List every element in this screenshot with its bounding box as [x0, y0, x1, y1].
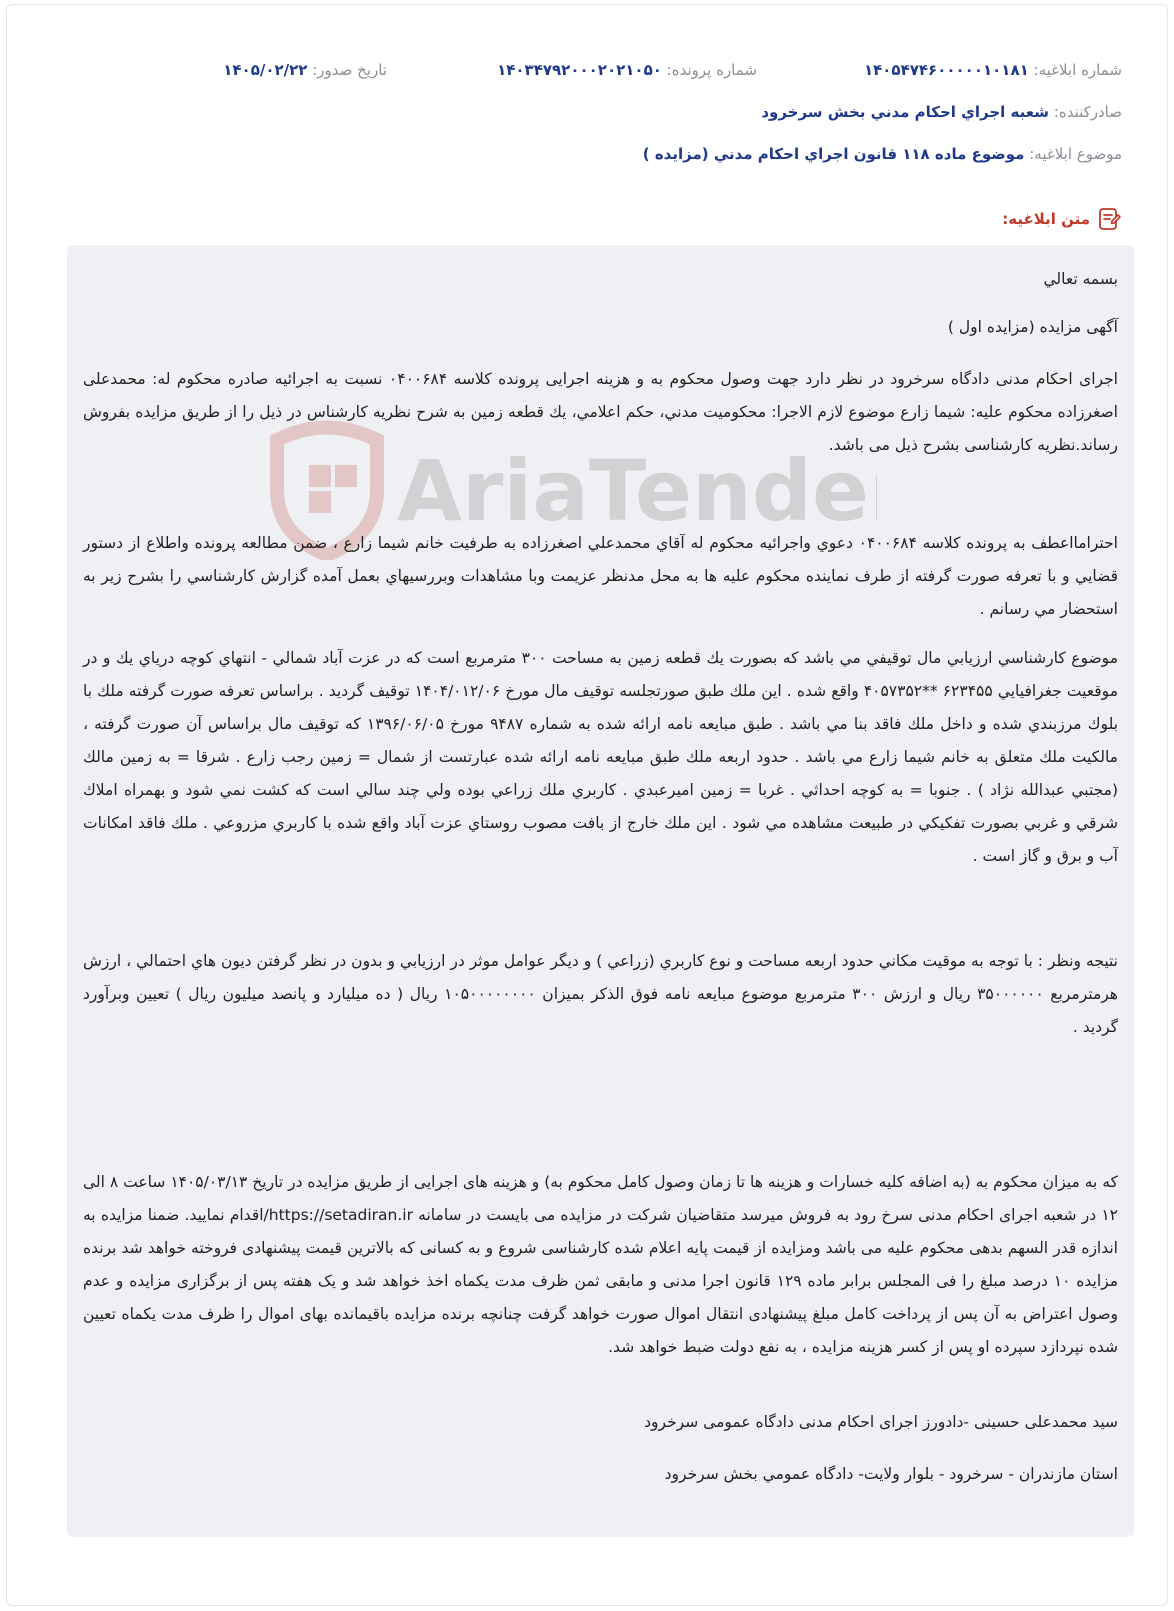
notice-number: [864, 61, 1122, 79]
file-number: [497, 61, 757, 79]
auction-paragraph: که به میزان محکوم به (به اضافه کلیه خسارات و هزینه ها تا زمان وصول کامل محکوم به) و هزینه های اجرایی از طریق مزایده در تاریخ ۱۴۰۵/۰۳/۱۳ ساعت ۸ الی ۱۲ در شعبه اجرای احکام مدنی سرخ رود به فروش میرسد متقاضیان شرکت در مزایده می بایست در سامانه https://setadiran.ir/اقدام نمایید. ضمنا مزایده به اندازه قدر السهم بدهی محکوم علیه می باشد ومزایده از قیمت پایه اعلام شده کارشناسی شروع و به کسانی که بالاترین قیمت پیشنهادی فروخته خواهد شد برنده مزایده ۱۰ درصد مبلغ را فی المجلس برابر ماده ۱۲۹ قانون اجرا مدنی و مابقی ثمن ظرف مدت یکماه اخذ خواهد شد و یک هفته پس از برگزاری مزایده و عدم وصول اعتراض به آن پس از پرداخت کامل مبلغ پیشنهادی انتقال اموال صورت خواهد گرفت چنانچه برنده مزایده باقیمانده بهای اموال را ظرف مدت یکماه تعیین شده نپردازد سپرده او پس از کسر هزینه مزایده ، به نفع دولت ضبط خواهد شد.: [83, 1173, 1119, 1356]
issuer-value: شعبه اجراي احكام مدني بخش سرخرود: [761, 103, 1049, 121]
intro-paragraph: اجرای احکام مدنی دادگاه سرخرود در نظر دارد جهت وصول محکوم به و هزینه اجرایی پرونده کلاسه ۰۴۰۰۶۸۴ نسبت به اجرائیه صادره محکوم له: محمدعلی اصغرزاده محکوم علیه: شیما زارع موضوع لازم الاجرا: محکوميت مدني، حکم اعلامي، يك قطعه زمين به شرح نظریه کارشناس در ذیل را از طریق مزایده بفروش رساند.نظریه کارشناسی بشرح ذیل می باشد.: [83, 370, 1118, 454]
issue-date-value: ۱۴۰۵/۰۲/۲۲: [223, 61, 308, 79]
header-row: [52, 61, 1122, 85]
notice-card: [6, 4, 1168, 1606]
notice-body: [67, 245, 1134, 1537]
issue-date: [223, 61, 387, 79]
document-note-icon: [1096, 206, 1122, 232]
subject: [643, 145, 1122, 163]
section-title-text: متن ابلاغيه:: [1002, 210, 1090, 228]
file-number-label: شماره پرونده:: [666, 61, 757, 79]
issue-date-label: تاريخ صدور:: [312, 61, 387, 79]
notice-number-value: ۱۴۰۵۴۷۴۶۰۰۰۰۰۱۰۱۸۱: [863, 61, 1029, 79]
expert-paragraph-1: احترامااعطف به پرونده كلاسه ۰۴۰۰۶۸۴ دعوي واجرائيه محكوم له آقاي محمدعلي اصغرزاده به طرفيت خانم شيما زارع ، ضمن مطالعه پرونده واطلاع از دستور قضايي و با تعرفه صورت گرفته از طرف نماينده محكوم عليه ها به محل مدنظر عزيمت وبا مشاهدات وبررسيهاي بعمل آمده گزارش كارشناسي را بشرح زير به استحضار مي رسانم .: [83, 534, 1118, 618]
watermark-text: AriaTende: [397, 442, 869, 540]
subject-label: موضوع ابلاغيه:: [1029, 145, 1122, 163]
file-number-value: ۱۴۰۳۴۷۹۲۰۰۰۲۰۲۱۰۵۰: [497, 61, 662, 79]
signature-line: سید محمدعلی حسینی -دادورز اجرای احکام مدنی دادگاه عمومی سرخرود: [644, 1413, 1118, 1431]
notice-number-label: شماره ابلاغيه:: [1033, 61, 1122, 79]
issuer: [761, 103, 1122, 121]
issuer-label: صادرکننده:: [1053, 103, 1122, 121]
subject-row: [52, 145, 1122, 169]
result-paragraph: نتيجه ونظر : با توجه به موقيت مكاني حدود اربعه مساحت و نوع كاربري (زراعي ) و ديگر عوامل موثر در ارزيابي و بدون در نظر گرفتن ديون هاي احتمالي ، ارزش هرمترمربع ۳۵۰۰۰۰۰۰ ريال و ارزش ۳۰۰ مترمربع موضوع مبايعه نامه فوق الذكر بميزان ۱۰۵۰۰۰۰۰۰۰۰ ريال ( ده ميليارد و پانصد ميليون ريال ) تعيين وبرآورد گرديد .: [83, 952, 1118, 1036]
section-title: [1002, 205, 1122, 233]
subject-value: موضوع ماده ۱۱۸ قانون اجراي احكام مدني (مزايده ): [642, 145, 1025, 163]
expert-paragraph-2: موضوع كارشناسي ارزيابي مال توقيفي مي باشد كه بصورت يك قطعه زمين به مساحت ۳۰۰ مترمربع است كه در عزت آباد شمالي - انتهاي كوچه درياي يك و در موقعيت جغرافيايي ۶۲۳۴۵۵ **۴۰۵۷۳۵۲ واقع شده . اين ملك طبق صورتجلسه توقيف مال مورخ ۱۴۰۴/۰۱۲/۰۶ توقيف گرديد . براساس تعرفه صورت گرفته ملك با بلوك مرزبندي شده و داخل ملك فاقد بنا مي باشد . طبق مبايعه نامه ارائه شده به شماره ۹۴۸۷ مورخ ۱۳۹۶/۰۶/۰۵ كه توقيف مال براساس آن صورت گرفته ، مالكيت ملك متعلق به خانم شيما زارع مي باشد . حدود اربعه ملك طبق مبايعه نامه ارائه شده عبارتست از شمال = زمين رجب زارع . شرقا = به زمين مالك (مجتبي عبدالله نژاد ) . جنوبا = به كوچه احداثي . غربا = زمين اميرعبدي . كاربري ملك زراعي بوده ولي چند سالي است كه كشت نمي شود و بهمراه املاك شرقي و غربي بصورت تفكيكي در طبيعت مشاهده مي شود . اين ملك خارج از بافت مصوب روستاي عزت آباد واقع شده با كاربري مزروعي . ملك فاقد امكانات آب و برق و گاز است .: [83, 649, 1119, 865]
basmala: بسمه تعالي: [1043, 270, 1118, 288]
address-line: استان مازندران - سرخرود - بلوار ولايت- دادگاه عمومي بخش سرخرود: [664, 1465, 1118, 1483]
issuer-row: [52, 103, 1122, 127]
notice-title: آگهی مزایده (مزایده اول ): [947, 318, 1118, 336]
